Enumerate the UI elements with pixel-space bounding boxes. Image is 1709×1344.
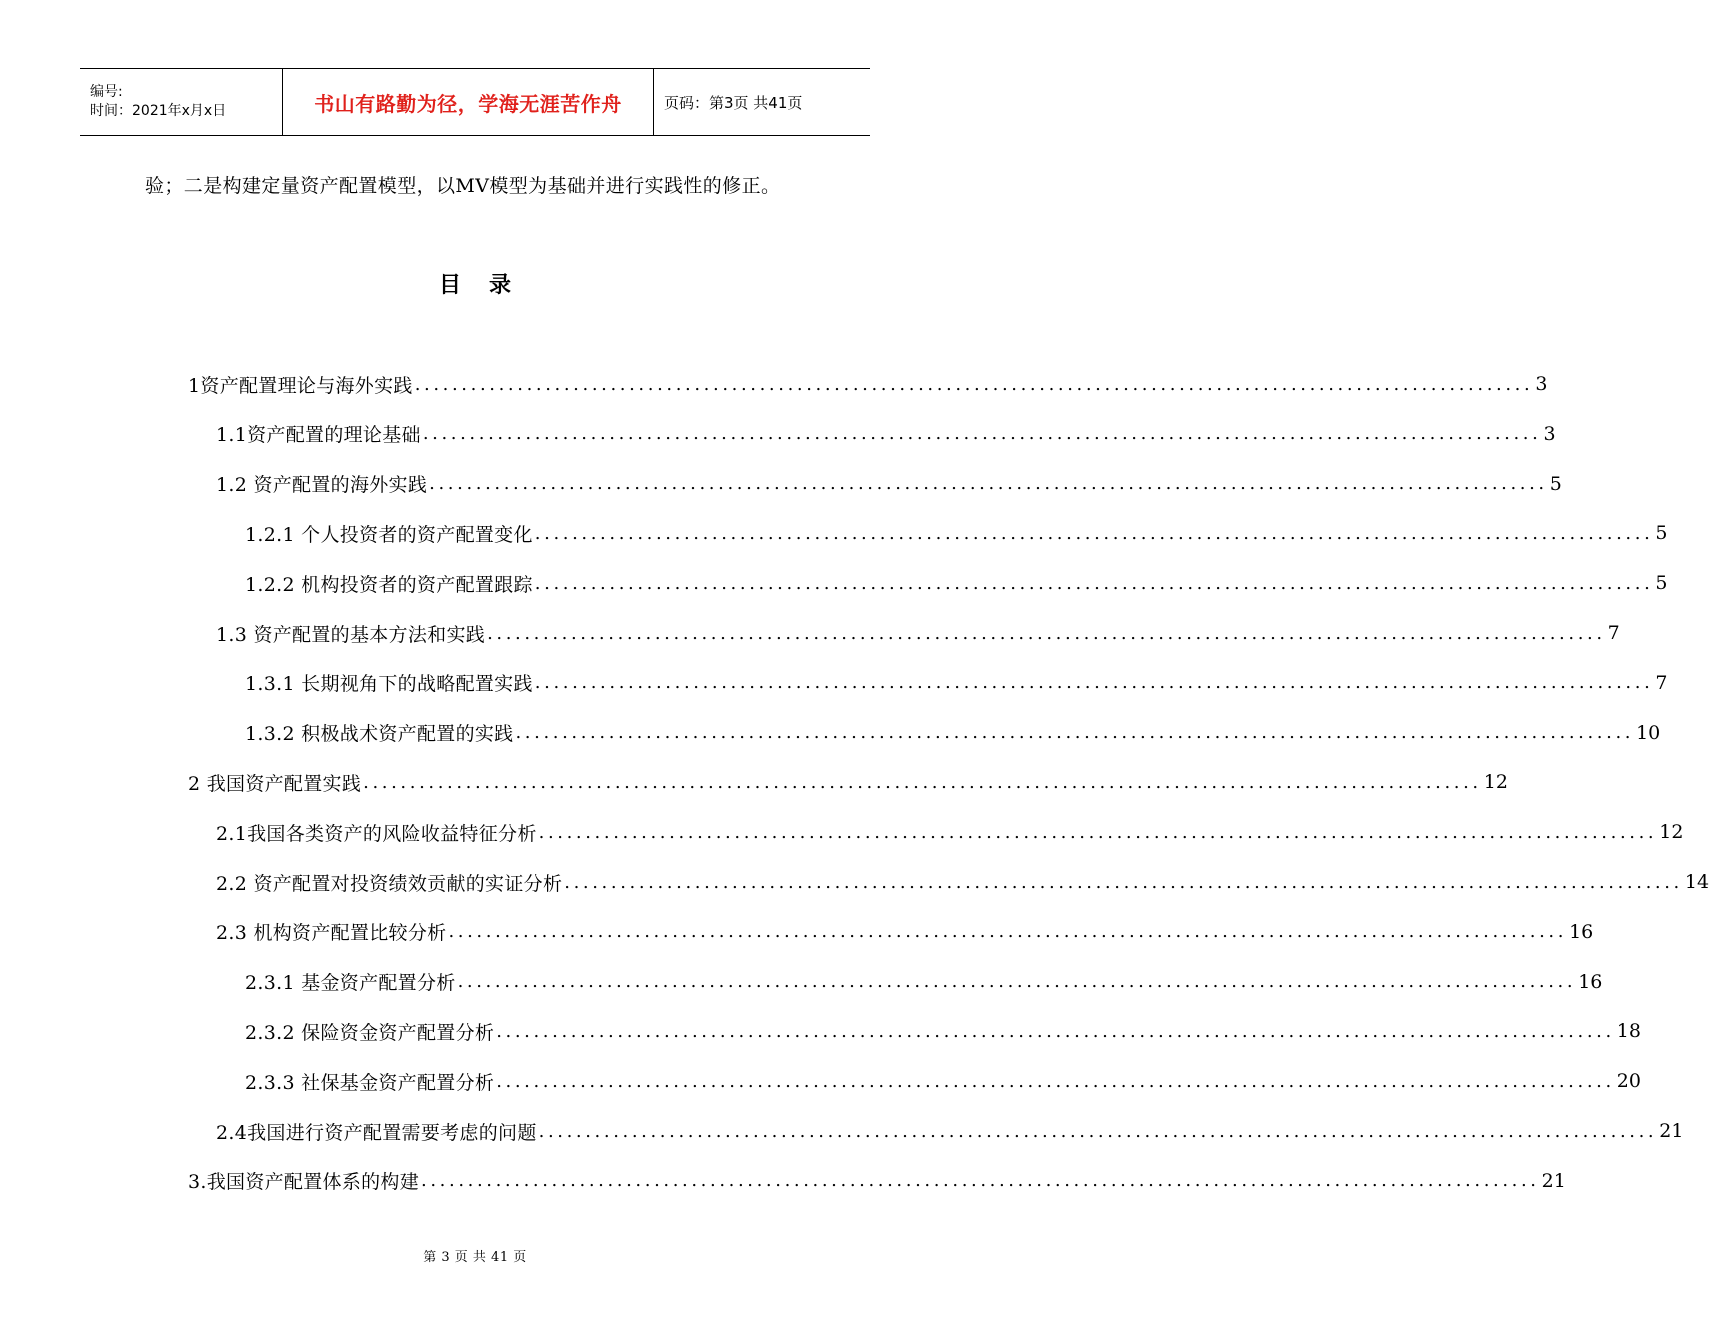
toc-dot-leader: ........................................................................................................................ — [538, 821, 1658, 843]
toc-entry — [216, 1113, 1684, 1149]
toc-entry-title: 2.1我国各类资产的风险收益特征分析 — [216, 822, 537, 845]
toc-entry — [245, 1063, 1641, 1099]
page-info-text: 页码：第3页 共41页 — [664, 93, 803, 112]
toc-entry — [245, 964, 1603, 1000]
toc-entry-page: 12 — [1483, 771, 1508, 794]
toc-dot-leader: ........................................................................................................................ — [363, 771, 1482, 793]
toc-entry-title: 2.3 机构资产配置比较分析 — [216, 922, 447, 945]
toc-entry-title: 1资产配置理论与海外实践 — [188, 374, 413, 397]
toc-dot-leader: ........................................................................................................................ — [515, 722, 1635, 744]
toc-entry-page: 21 — [1659, 1120, 1684, 1142]
toc-entry-page: 16 — [1569, 920, 1594, 943]
toc-title: 目录 — [438, 273, 539, 298]
page-footer: 第 3 页 共 41 页 — [423, 1250, 527, 1265]
toc-entry-title: 1.2 资产配置的海外实践 — [216, 474, 428, 497]
toc-entry-page: 12 — [1659, 821, 1684, 844]
toc-dot-leader: ........................................................................................................................ — [496, 1070, 1615, 1092]
toc-dot-leader: ........................................................................................................................ — [448, 921, 1568, 943]
motto-text: 书山有路勤为径，学海无涯苦作舟 — [314, 91, 622, 116]
toc-entry-page: 7 — [1607, 622, 1620, 644]
toc-dot-leader: ........................................................................................................................ — [487, 622, 1606, 644]
toc-entry-title: 2.4我国进行资产配置需要考虑的问题 — [216, 1121, 537, 1144]
toc-entry-page: 10 — [1636, 721, 1661, 744]
toc-entry-page: 7 — [1655, 671, 1668, 694]
toc-entry-page: 16 — [1578, 970, 1603, 993]
toc-dot-leader: ........................................................................................................................ — [534, 522, 1654, 544]
toc-entry-page: 21 — [1541, 1169, 1566, 1192]
toc-dot-leader: ........................................................................................................................ — [457, 971, 1577, 993]
toc-dot-leader: ........................................................................................................................ — [534, 572, 1654, 594]
toc-entry-page: 5 — [1655, 572, 1668, 595]
toc-entry-title: 1.3.2 积极战术资产配置的实践 — [245, 723, 514, 746]
toc-entry-title: 2.3.3 社保基金资产配置分析 — [245, 1071, 495, 1094]
toc-entry-title: 3.我国资产配置体系的构建 — [188, 1171, 420, 1194]
toc-entry-page: 3 — [1543, 422, 1556, 445]
toc-entry — [216, 814, 1684, 850]
toc-entry-title: 1.2.2 机构投资者的资产配置跟踪 — [245, 573, 533, 596]
toc-entry — [216, 615, 1620, 651]
toc-entry-page: 14 — [1684, 871, 1709, 893]
toc-entry — [188, 1163, 1566, 1199]
toc-entry-title: 1.3 资产配置的基本方法和实践 — [216, 623, 486, 646]
toc-entry — [216, 416, 1556, 452]
toc-entry — [216, 466, 1562, 502]
toc-entry — [216, 864, 1709, 900]
toc-entry-title: 2.3.2 保险资金资产配置分析 — [245, 1021, 495, 1044]
toc-entry-title: 1.3.1 长期视角下的战略配置实践 — [245, 673, 533, 696]
toc-entry — [188, 764, 1508, 800]
toc-dot-leader: ........................................................................................................................ — [564, 871, 1683, 893]
toc-entry — [216, 914, 1594, 950]
toc-dot-leader: ........................................................................................................................ — [421, 1170, 1540, 1192]
toc-dot-leader: ........................................................................................................................ — [422, 423, 1542, 445]
page-header — [80, 68, 870, 136]
intro-paragraph: 验；二是构建定量资产配置模型，以MV模型为基础并进行实践性的修正。 — [145, 175, 781, 197]
toc-dot-leader: ........................................................................................................................ — [538, 1120, 1658, 1142]
toc-entry-page: 18 — [1616, 1020, 1641, 1043]
toc-entry — [245, 1013, 1641, 1049]
document-number-label: 编号: — [90, 84, 123, 100]
header-meta — [80, 69, 282, 135]
header-page-info — [654, 69, 870, 135]
toc-entry-title: 2 我国资产配置实践 — [188, 772, 362, 795]
toc-entry-page: 3 — [1535, 373, 1548, 395]
toc-entry — [188, 366, 1548, 402]
toc-entry-title: 1.2.1 个人投资者的资产配置变化 — [245, 523, 533, 546]
toc-entry-title: 2.3.1 基金资产配置分析 — [245, 972, 456, 995]
toc-entry-title: 2.2 资产配置对投资绩效贡献的实证分析 — [216, 872, 563, 895]
toc-entry — [245, 715, 1661, 751]
toc-entry — [245, 565, 1668, 601]
toc-entry-page: 20 — [1616, 1070, 1641, 1093]
toc-dot-leader: ........................................................................................................................ — [414, 373, 1534, 395]
toc-entry-page: 5 — [1655, 522, 1668, 545]
toc-entry-page: 5 — [1549, 472, 1562, 495]
document-date: 时间：2021年x月x日 — [90, 103, 227, 119]
toc-entry-title: 1.1资产配置的理论基础 — [216, 424, 421, 447]
toc-dot-leader: ........................................................................................................................ — [534, 672, 1654, 694]
toc-dot-leader: ........................................................................................................................ — [429, 473, 1548, 495]
toc-entry — [245, 515, 1668, 551]
toc-entry — [245, 665, 1668, 701]
toc-dot-leader: ........................................................................................................................ — [496, 1020, 1615, 1042]
header-motto — [282, 69, 654, 135]
